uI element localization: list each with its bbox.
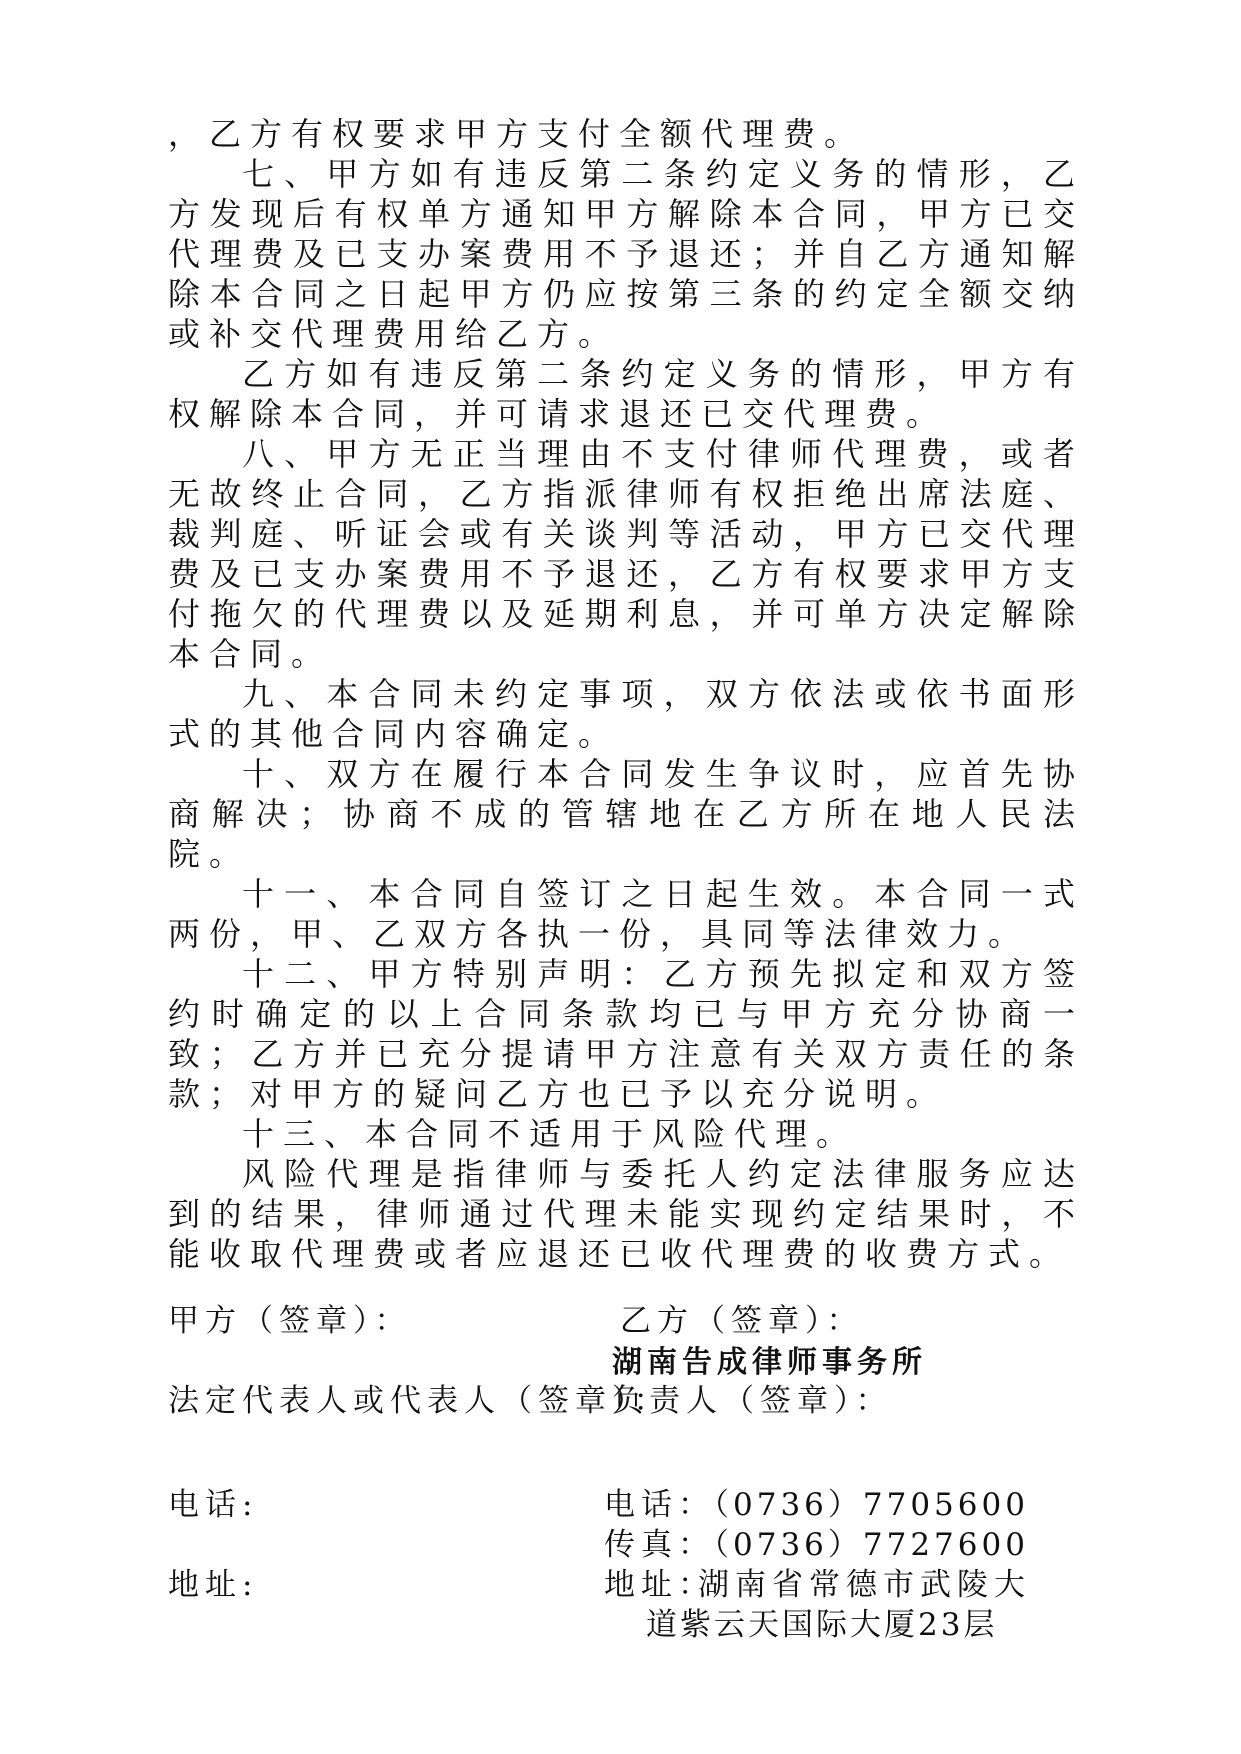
signature-block [168,1295,1088,1655]
clause-7: 七、甲方如有违反第二条约定义务的情形，乙方发现后有权单方通知甲方解除本合同，甲方已交代理费及已支办案费用不予退还；并自乙方通知解除本合同之日起甲方仍应按第三条的约定全额交纳或补交代理费用给乙方。 [168,155,1084,353]
party-b-fax-label: 传真： [604,1527,715,1563]
clause-13: 十三、本合同不适用于风险代理。 [242,1115,858,1153]
party-b-phone-label: 电话： [604,1487,715,1523]
contract-body [168,114,1084,1274]
party-b-seal-label: 乙方（签章）： [620,1303,864,1339]
party-b-representative-label: 负责人（签章）： [612,1383,893,1419]
party-a-address-label: 地址: [168,1567,259,1603]
clause-9: 九、本合同未约定事项，双方依法或依书面形式的其他合同内容确定。 [168,675,1084,753]
party-b-address-label: 地址： [604,1567,715,1603]
party-a-seal-label: 甲方（签章）： [168,1303,412,1339]
clause-7-party-b: 乙方如有违反第二条约定义务的情形，甲方有权解除本合同，并可请求退还已交代理费。 [168,355,1084,433]
party-b-fax: （0736）7727600 [698,1527,1029,1563]
party-b-address-line-2: 道紫云天国际大厦23层 [646,1607,998,1643]
paragraph-continuation: ，乙方有权要求甲方支付全额代理费。 [168,115,866,153]
party-b-address-line-1: 湖南省常德市武陵大 [698,1567,1031,1603]
party-a-phone-label: 电话: [168,1487,259,1523]
clause-12: 十二、甲方特别声明：乙方预先拟定和双方签约时确定的以上合同条款均已与甲方充分协商一致；乙方并已充分提请甲方注意有关双方责任的条款；对甲方的疑问乙方也已予以充分说明。 [168,955,1084,1113]
party-a-representative-label: 法定代表人或代表人（签章）： [168,1383,671,1419]
party-b-phone: （0736）7705600 [698,1487,1029,1523]
clause-8: 八、甲方无正当理由不支付律师代理费，或者无故终止合同，乙方指派律师有权拒绝出席法庭、裁判庭、听证会或有关谈判等活动，甲方已交代理费及已支办案费用不予退还，乙方有权要求甲方支付拖欠的代理费以及延期利息，并可单方决定解除本合同。 [168,435,1084,673]
risk-agency-definition: 风险代理是指律师与委托人约定法律服务应达到的结果，律师通过代理未能实现约定结果时，不能收取代理费或者应退还已收代理费的收费方式。 [168,1155,1084,1273]
law-firm-name: 湖南告成律师事务所 [612,1345,927,1380]
clause-11: 十一、本合同自签订之日起生效。本合同一式两份，甲、乙双方各执一份，具同等法律效力。 [168,875,1084,953]
clause-10: 十、双方在履行本合同发生争议时，应首先协商解决；协商不成的管辖地在乙方所在地人民法院。 [168,755,1084,873]
